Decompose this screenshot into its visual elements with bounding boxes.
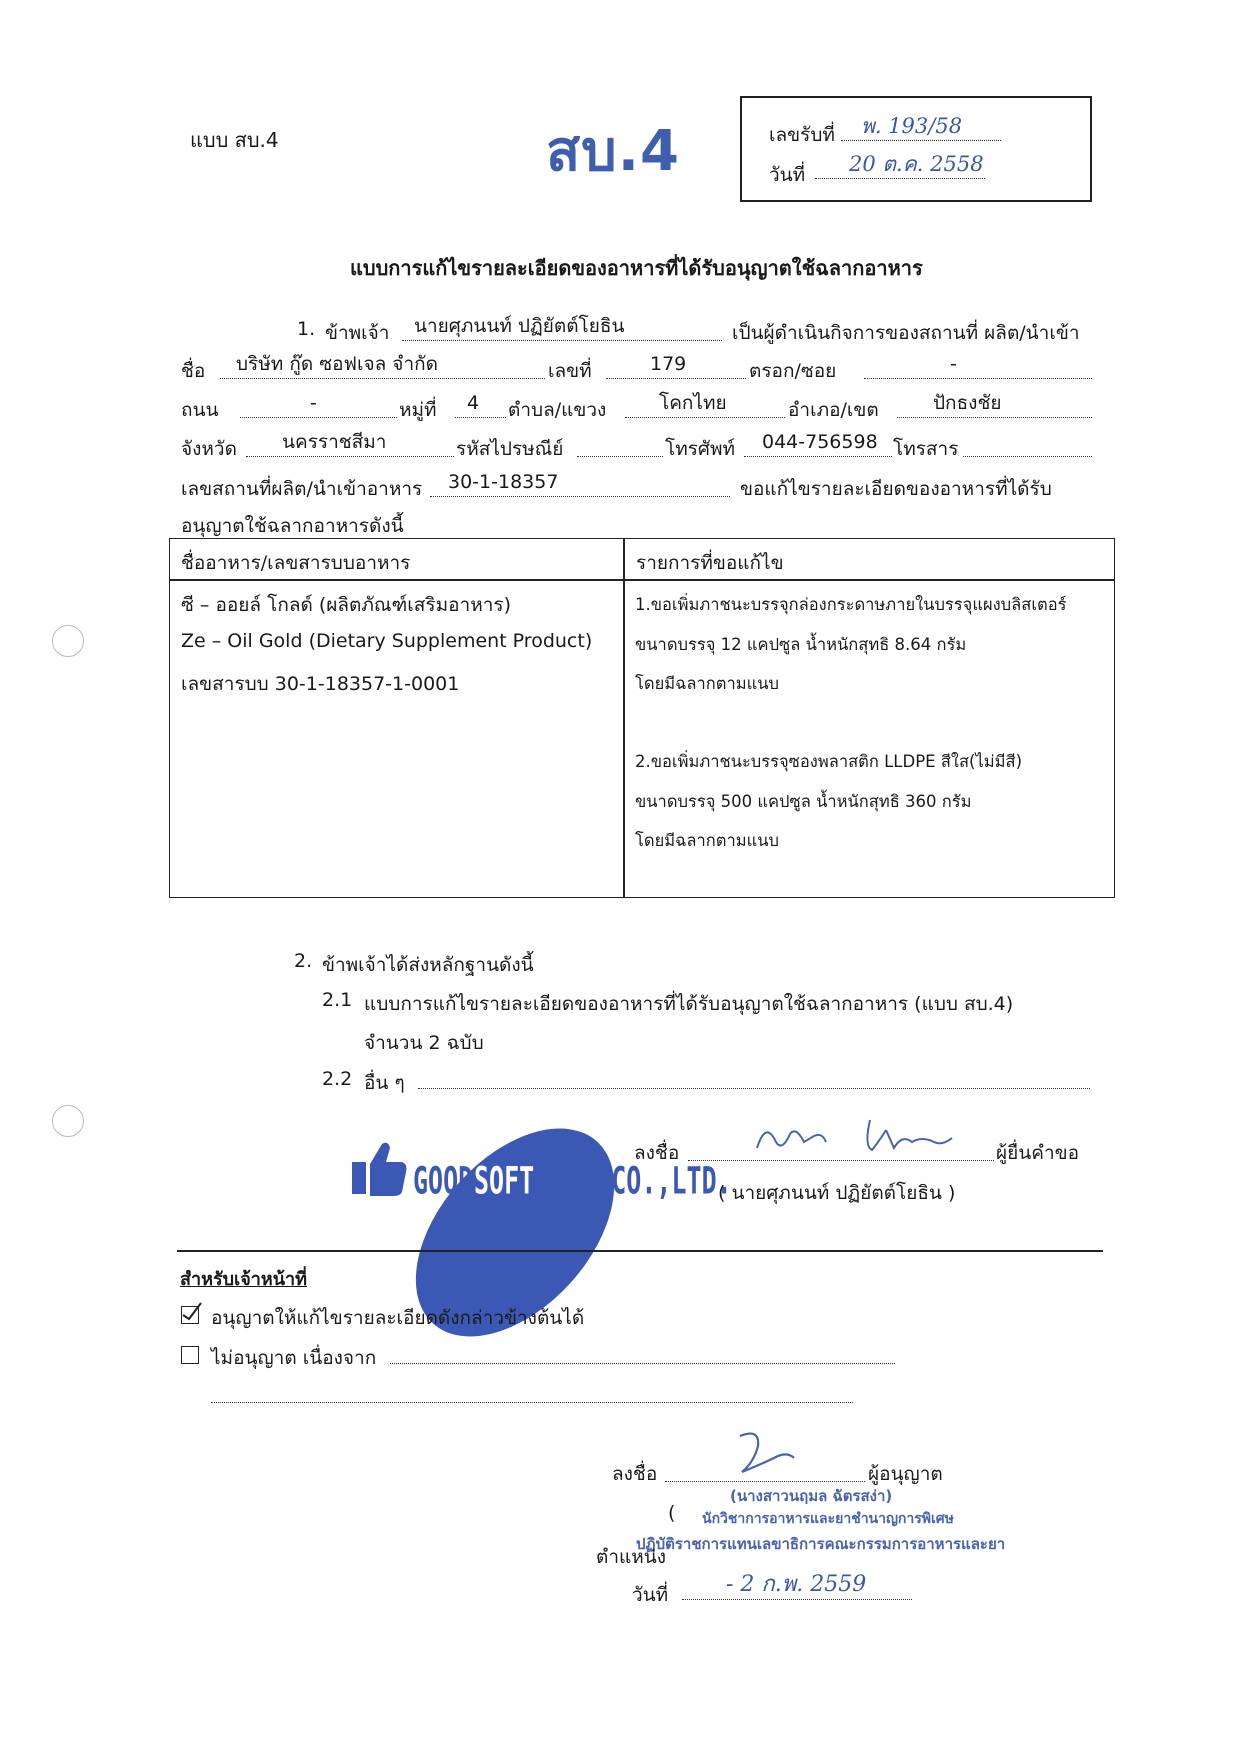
subdistrict-label: ตำบล/แขวง bbox=[508, 399, 607, 421]
table-divider-header bbox=[170, 579, 1114, 581]
logo-text-good: GOOD bbox=[413, 1158, 474, 1203]
officer-heading: สำหรับเจ้าหน้าที่ bbox=[180, 1269, 308, 1290]
license-value: 30-1-18357 bbox=[448, 471, 559, 493]
thumbs-up-icon bbox=[352, 1140, 408, 1202]
change-1-line-3: โดยมีฉลากตามแนบ bbox=[635, 674, 779, 693]
approve-checkbox[interactable] bbox=[181, 1306, 199, 1324]
applicant-value: นายศุภนนท์ ปฏิยัตต์โยธิน bbox=[414, 315, 625, 337]
food-name-thai: ซี – ออยล์ โกลด์ (ผลิตภัณฑ์เสริมอาหาร) bbox=[181, 594, 512, 616]
receipt-no-field bbox=[841, 116, 1001, 141]
approver-role-label: ผู้อนุญาต bbox=[868, 1463, 943, 1485]
approval-date-field bbox=[682, 1572, 912, 1600]
approver-sign-label: ลงชื่อ bbox=[612, 1463, 658, 1485]
applicant-field bbox=[402, 316, 722, 341]
name-value: บริษัท กู๊ด ซอฟเจล จำกัด bbox=[236, 353, 438, 375]
receipt-box bbox=[740, 96, 1092, 202]
phone-field bbox=[744, 432, 892, 457]
postal-label: รหัสไปรษณีย์ bbox=[456, 438, 564, 460]
receipt-date-value: 20 ต.ค. 2558 bbox=[849, 152, 984, 176]
check-mark-icon bbox=[181, 1301, 203, 1323]
change-2-line-1: 2.ขอเพิ่มภาชนะบรรจุซองพลาสติก LLDPE สีใส(ไม่มีสี) bbox=[635, 752, 1023, 771]
district-label: อำเภอ/เขต bbox=[788, 399, 879, 421]
change-1-line-1: 1.ขอเพิ่มภาชนะบรรจุกล่องกระดาษภายในบรรจุแผงบลิสเตอร์ bbox=[635, 595, 1067, 614]
approver-signature-scribble bbox=[730, 1428, 800, 1486]
change-2-line-2: ขนาดบรรจุ 500 แคปซูล น้ำหนักสุทธิ 360 กรัม bbox=[635, 792, 972, 811]
table-header-changes: รายการที่ขอแก้ไข bbox=[636, 552, 784, 574]
receipt-date-label: วันที่ bbox=[769, 164, 806, 186]
moo-value: 4 bbox=[467, 392, 480, 414]
logo-text-soft: SOFT bbox=[474, 1158, 535, 1203]
moo-label: หมู่ที่ bbox=[399, 399, 437, 421]
food-registration-no: เลขสารบบ 30-1-18357-1-0001 bbox=[181, 673, 460, 695]
province-label: จังหวัด bbox=[181, 438, 237, 460]
phone-value: 044-756598 bbox=[762, 431, 878, 453]
section2-intro: ข้าพเจ้าได้ส่งหลักฐานดังนี้ bbox=[322, 954, 534, 976]
document-title: แบบการแก้ไขรายละเอียดของอาหารที่ได้รับอนุญาตใช้ฉลากอาหาร bbox=[350, 256, 923, 280]
reject-reason-field-2 bbox=[211, 1378, 853, 1403]
section2-number: 2. bbox=[294, 950, 313, 972]
form-label: แบบ สบ.4 bbox=[190, 128, 279, 152]
house-no-label: เลขที่ bbox=[548, 360, 592, 382]
district-value: ปักธงชัย bbox=[933, 392, 1002, 414]
item-2-1-text: แบบการแก้ไขรายละเอียดของอาหารที่ได้รับอนุญาตใช้ฉลากอาหาร (แบบ สบ.4) bbox=[364, 993, 1014, 1015]
table-header-food: ชื่ออาหาร/เลขสารบบอาหาร bbox=[181, 552, 411, 574]
house-no-value: 179 bbox=[650, 353, 687, 375]
phone-label: โทรศัพท์ bbox=[665, 438, 736, 460]
approver-stamp-title-2: ปฏิบัติราชการแทนเลขาธิการคณะกรรมการอาหารและยา bbox=[636, 1535, 1006, 1553]
item-2-1-number: 2.1 bbox=[322, 989, 353, 1011]
receipt-no-value: พ. 193/58 bbox=[861, 114, 963, 138]
approver-position-label: ตำแหน่ง bbox=[596, 1546, 667, 1568]
item-2-1-count: จำนวน 2 ฉบับ bbox=[364, 1032, 484, 1054]
request-text: ขอแก้ไขรายละเอียดของอาหารที่ได้รับ bbox=[740, 478, 1052, 500]
change-1-line-2: ขนาดบรรจุ 12 แคปซูล น้ำหนักสุทธิ 8.64 กรัม bbox=[635, 635, 967, 654]
punch-hole-top bbox=[52, 625, 84, 657]
officer-section-divider bbox=[177, 1250, 1103, 1252]
form-code-stamp: สบ.4 bbox=[546, 119, 680, 184]
amendment-table bbox=[169, 538, 1115, 898]
reject-text: ไม่อนุญาต เนื่องจาก bbox=[211, 1347, 377, 1369]
road-label: ถนน bbox=[181, 399, 219, 421]
reject-reason-field-1 bbox=[390, 1339, 895, 1364]
house-no-field bbox=[606, 354, 746, 379]
applicant-signature-scribble bbox=[752, 1112, 972, 1166]
receipt-no-label: เลขรับที่ bbox=[769, 124, 835, 146]
name-field bbox=[220, 354, 545, 379]
item-2-2-field bbox=[418, 1064, 1090, 1089]
district-field bbox=[897, 393, 1092, 418]
license-field bbox=[430, 472, 730, 497]
punch-hole-bottom bbox=[52, 1105, 84, 1137]
request-text-2: อนุญาตใช้ฉลากอาหารดังนี้ bbox=[181, 515, 404, 537]
license-label: เลขสถานที่ผลิต/นำเข้าอาหาร bbox=[181, 478, 423, 500]
approver-open-paren: ( bbox=[668, 1502, 676, 1524]
table-divider-vertical bbox=[623, 539, 625, 897]
road-value: - bbox=[310, 392, 317, 414]
province-value: นครราชสีมา bbox=[282, 431, 387, 453]
applicant-sign-label: ลงชื่อ bbox=[634, 1142, 680, 1164]
reject-checkbox[interactable] bbox=[181, 1346, 199, 1364]
food-name-english: Ze – Oil Gold (Dietary Supplement Product) bbox=[181, 630, 593, 652]
postal-field bbox=[577, 432, 663, 457]
change-2-line-3: โดยมีฉลากตามแนบ bbox=[635, 831, 779, 850]
approval-date-label: วันที่ bbox=[632, 1584, 669, 1606]
item-2-2-number: 2.2 bbox=[322, 1068, 353, 1090]
subdistrict-field bbox=[625, 393, 785, 418]
moo-field bbox=[455, 393, 506, 418]
province-field bbox=[246, 432, 454, 457]
applicant-role-label: ผู้ยื่นคำขอ bbox=[996, 1142, 1080, 1164]
fax-field bbox=[963, 432, 1092, 457]
item-2-2-text: อื่น ๆ bbox=[364, 1072, 405, 1094]
road-field bbox=[240, 393, 397, 418]
applicant-label: ข้าพเจ้า bbox=[325, 322, 390, 344]
receipt-date-field bbox=[815, 154, 985, 179]
name-label: ชื่อ bbox=[181, 360, 206, 382]
approver-stamp-name: (นางสาวนฤมล ฉัตรสง่า) bbox=[730, 1487, 893, 1505]
subdistrict-value: โคกไทย bbox=[659, 392, 727, 414]
logo-text-gell: GELL CO.,LTD. bbox=[536, 1158, 732, 1203]
approver-stamp-title-1: นักวิชาการอาหารและยาชำนาญการพิเศษ bbox=[702, 1511, 954, 1527]
operator-text: เป็นผู้ดำเนินกิจการของสถานที่ ผลิต/นำเข้า bbox=[732, 322, 1080, 344]
soi-label: ตรอก/ซอย bbox=[749, 360, 837, 382]
approval-date-value: - 2 ก.พ. 2559 bbox=[726, 1572, 867, 1597]
applicant-printed-name: ( นายศุภนนท์ ปฏิยัตต์โยธิน ) bbox=[718, 1182, 956, 1204]
fax-label: โทรสาร bbox=[893, 438, 959, 460]
section1-number: 1. bbox=[297, 318, 316, 340]
soi-field bbox=[864, 354, 1092, 379]
soi-value: - bbox=[950, 353, 957, 375]
approve-text: อนุญาตให้แก้ไขรายละเอียดดังกล่าวข้างต้นได้ bbox=[211, 1307, 585, 1329]
